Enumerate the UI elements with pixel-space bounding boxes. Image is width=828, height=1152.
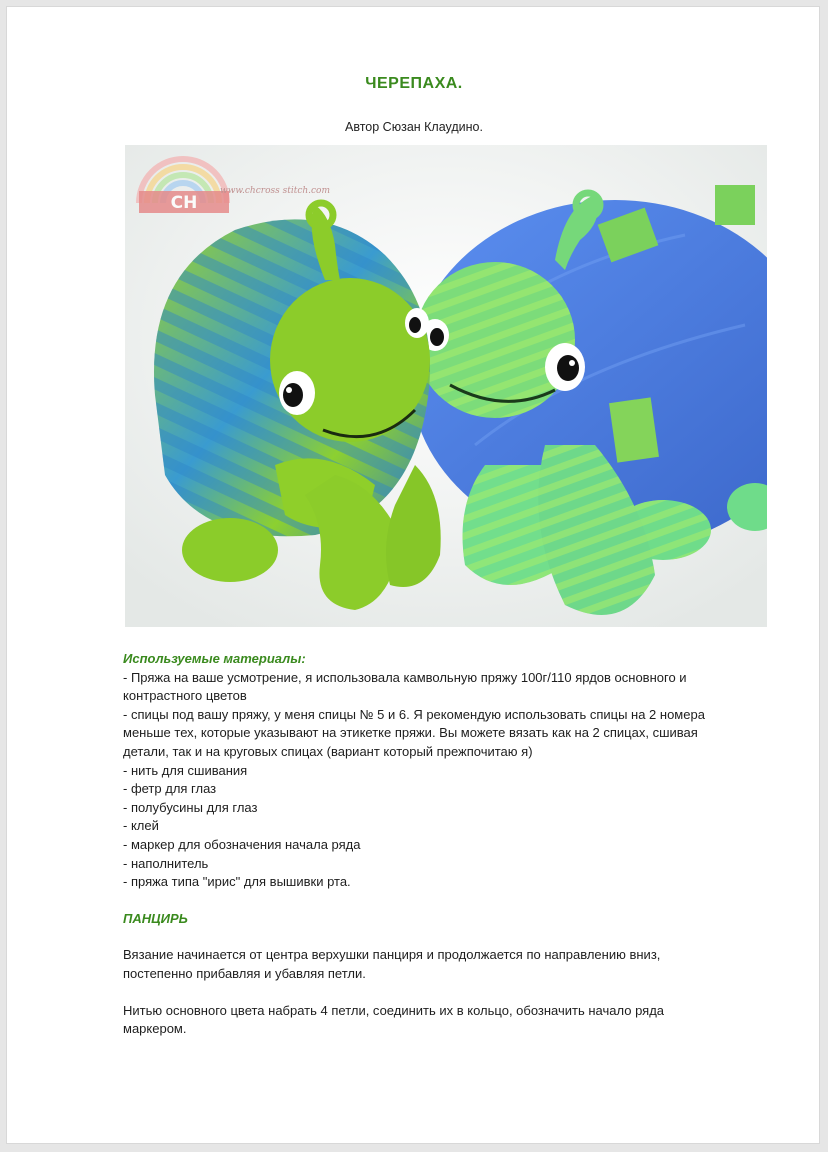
author-line: Автор Сюзан Клаудино. [345,120,483,134]
materials-item: меньше тех, которые указывают на этикетке пряжи. Вы можете вязать как на 2 спицах, сшивая [123,725,698,741]
shell-paragraph-2: маркером. [123,1021,187,1037]
materials-item: - пряжа типа "ирис" для вышивки рта. [123,874,351,890]
document-page [6,6,820,1144]
materials-item: - наполнитель [123,855,209,871]
materials-item: - фетр для глаз [123,781,217,797]
shell-paragraph-1: Вязание начинается от центра верхушки панциря и продолжается по направлению вниз, [123,947,661,963]
watermark-logo: CH [170,193,198,213]
materials-item: - Пряжа на ваше усмотрение, я использовала камвольную пряжу 100г/110 ярдов основного и [123,669,687,685]
materials-item: - нить для сшивания [123,762,248,778]
materials-item: - маркер для обозначения начала ряда [123,836,361,852]
document-body [123,650,733,1039]
materials-heading: Используемые материалы: [123,651,306,666]
shell-paragraph-1: постепенно прибавляя и убавляя петли. [123,965,366,981]
document-title: ЧЕРЕПАХА. [365,75,463,92]
shell-heading: ПАНЦИРЬ [123,910,188,926]
materials-item: - спицы под вашу пряжу, у меня спицы № 5 и 6. Я рекомендую использовать спицы на 2 номера [123,706,705,722]
materials-item: контрастного цветов [123,688,247,704]
watermark-text: www.chcross stitch.com [219,186,331,196]
shell-paragraph-2: Нитью основного цвета набрать 4 петли, соединить их в кольцо, обозначить начало ряда [123,1002,665,1018]
materials-item: - клей [123,818,159,834]
turtle-photo [125,145,767,627]
materials-item: детали, так и на круговых спицах (вариант который прежпочитаю я) [123,743,533,759]
materials-item: - полубусины для глаз [123,799,258,815]
